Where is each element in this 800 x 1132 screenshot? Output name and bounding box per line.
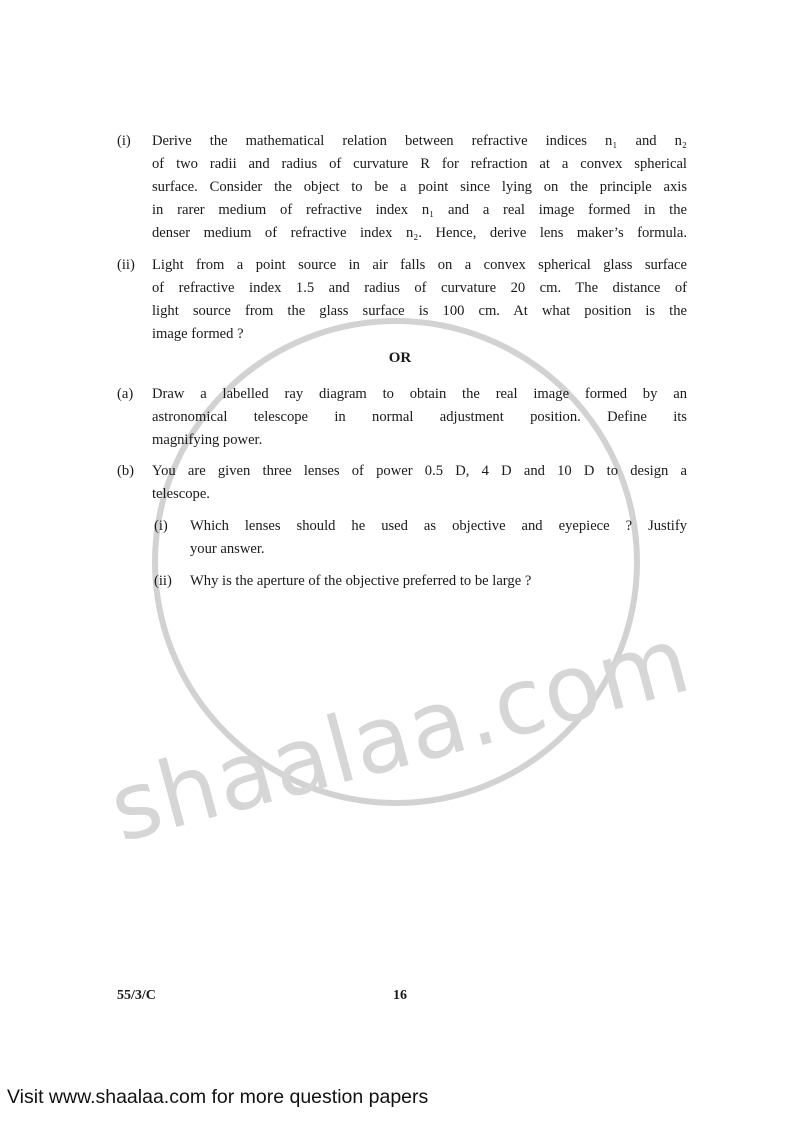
text-line: image formed ? xyxy=(152,326,244,342)
question-label: (i) xyxy=(154,518,168,534)
paper-code: 55/3/C xyxy=(117,988,156,1003)
watermark-text: shaalaa.com xyxy=(99,605,701,864)
text-line: magnifying power. xyxy=(152,432,263,448)
text-line: light source from the glass surface is 100 cm. At what position is the xyxy=(152,303,687,319)
question-b-i xyxy=(117,515,687,561)
text-line: in rarer medium of refractive index n₁ and a real image formed in the xyxy=(152,202,687,218)
question-b-ii xyxy=(117,570,687,593)
question-label: (b) xyxy=(117,463,135,479)
question-ii xyxy=(117,254,687,346)
question-a xyxy=(117,383,687,452)
text-line: astronomical telescope in normal adjustment position. Define its xyxy=(152,409,687,425)
text-line: Why is the aperture of the objective preferred to be large ? xyxy=(190,573,532,589)
text-line: of two radii and radius of curvature R for refraction at a convex spherical xyxy=(152,156,687,172)
question-label: (ii) xyxy=(117,257,135,273)
text-line: surface. Consider the object to be a point since lying on the principle axis xyxy=(152,179,687,195)
text-line: Derive the mathematical relation between refractive indices n₁ and n₂ xyxy=(152,133,687,149)
text-line: You are given three lenses of power 0.5 D, 4 D and 10 D to design a xyxy=(152,463,687,479)
text-line: denser medium of refractive index n₂. Hence, derive lens maker’s formula. xyxy=(152,225,687,241)
promo-banner: Visit www.shaalaa.com for more question papers xyxy=(7,1086,429,1108)
text-line: Light from a point source in air falls on a convex spherical glass surface xyxy=(152,257,687,273)
text-line: Which lenses should he used as objective and eyepiece ? Justify xyxy=(190,518,687,534)
text-line: Draw a labelled ray diagram to obtain the real image formed by an xyxy=(152,386,687,402)
text-line: your answer. xyxy=(190,541,265,557)
text-line: of refractive index 1.5 and radius of curvature 20 cm. The distance of xyxy=(152,280,687,296)
question-label: (i) xyxy=(117,133,131,149)
question-b xyxy=(117,460,687,506)
question-i xyxy=(117,130,687,245)
question-label: (a) xyxy=(117,386,134,402)
page-number: 16 xyxy=(393,988,407,1003)
or-separator: OR xyxy=(388,350,412,366)
text-line: telescope. xyxy=(152,486,210,502)
question-label: (ii) xyxy=(154,573,172,589)
